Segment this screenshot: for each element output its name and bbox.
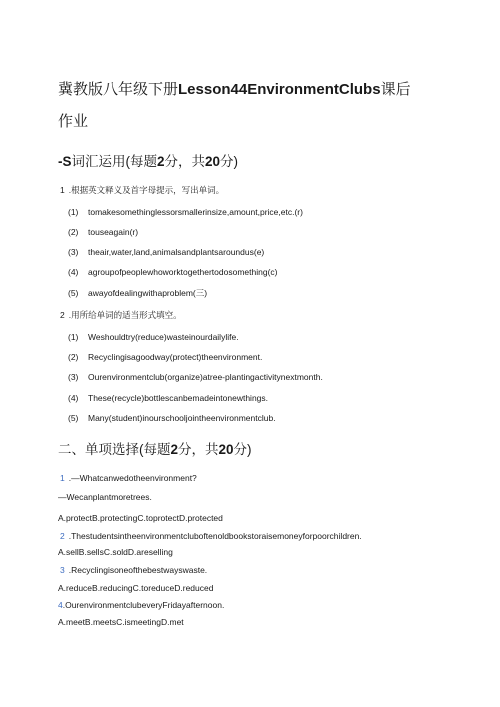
- item-number: (2): [68, 352, 79, 362]
- item-text: Ourenvironmentclub(organize)atree-plantingactivitynextmonth.: [88, 372, 323, 382]
- item-number: (3): [68, 247, 79, 257]
- section-points-each: 2: [170, 442, 179, 457]
- question-number: 4: [58, 600, 63, 610]
- section-end: 分): [220, 154, 239, 169]
- item-text: touseagain(r): [88, 227, 139, 237]
- document-title: [58, 81, 411, 99]
- section-points-each: 2: [157, 154, 165, 169]
- item-number: (2): [68, 227, 79, 237]
- question-stem: [60, 473, 197, 483]
- question-options: A.protectB.protectingC.toprotectD.protected: [58, 513, 223, 523]
- item-number: (4): [68, 393, 79, 403]
- title-lesson: Lesson44EnvironmentClubs: [178, 81, 381, 98]
- question-stem: [58, 600, 224, 610]
- question-number: 2: [60, 531, 65, 541]
- item-text: awayofdealingwithaproblem(三): [88, 288, 208, 298]
- task-instruction: [60, 185, 224, 195]
- section-name: 单项选择(每题: [85, 442, 171, 457]
- section-end: 分): [233, 442, 252, 457]
- section-points-total: 20: [218, 442, 234, 457]
- question-text: .Recyclingisoneofthebestwayswaste.: [68, 565, 208, 575]
- question-options: A.meetB.meetsC.ismeetingD.met: [58, 617, 184, 627]
- section-name: 词汇运用(每题: [71, 154, 157, 169]
- item-number: (3): [68, 372, 79, 382]
- item-text: These(recycle)bottlescanbemadeintonewthings.: [88, 393, 269, 403]
- task-instruction-text: .根据英文释义及首字母提示，写出单词。: [68, 185, 225, 195]
- item-text: tomakesomethinglessorsmallerinsize,amount,price,etc.(r): [88, 207, 303, 217]
- item-number: (1): [68, 207, 79, 217]
- exercise-item: [68, 413, 276, 423]
- section-label: 二、: [58, 442, 85, 457]
- question-stem: [60, 565, 207, 575]
- item-number: (1): [68, 332, 79, 342]
- item-text: agroupofpeoplewhoworktogethertodosomething(c): [88, 267, 278, 277]
- exercise-item: [68, 288, 208, 298]
- item-number: (4): [68, 267, 79, 277]
- question-number: 3: [60, 565, 65, 575]
- item-number: (5): [68, 288, 79, 298]
- exercise-item: [68, 227, 139, 237]
- section-points-total: 20: [205, 154, 221, 169]
- title-suffix: 课后: [380, 81, 411, 98]
- task-number: 2: [60, 310, 65, 320]
- section-label: -S: [58, 154, 72, 169]
- section-mid: 分，共: [178, 442, 219, 457]
- item-text: Many(student)inourschooljointheenvironmentclub.: [88, 413, 276, 423]
- question-text: .Thestudentsintheenvironmentcluboftenoldbookstoraisemoneyforpoorchildren.: [68, 531, 362, 541]
- question-text: .OurenvironmentclubeveryFridayafternoon.: [62, 600, 225, 610]
- section-heading-vocabulary: [58, 154, 238, 170]
- item-number: (5): [68, 413, 79, 423]
- section-mid: 分，共: [164, 154, 206, 169]
- exercise-item: [68, 247, 265, 257]
- item-text: Weshouldtry(reduce)wasteinourdailylife.: [88, 332, 239, 342]
- exercise-item: [68, 352, 263, 362]
- exercise-item: [68, 207, 303, 217]
- exercise-item: [68, 393, 269, 403]
- document-title-line2: 作业: [58, 113, 89, 130]
- task-instruction: [60, 310, 182, 320]
- task-instruction-text: .用所给单词的适当形式填空。: [68, 310, 182, 320]
- item-text: Recyclingisagoodway(protect)theenvironment.: [88, 352, 263, 362]
- exercise-item: [68, 267, 278, 277]
- question-stem: [60, 531, 362, 541]
- section-heading-multiple-choice: [58, 442, 252, 458]
- question-reply: —Wecanplantmoretrees.: [58, 492, 152, 502]
- exercise-item: [68, 332, 239, 342]
- item-text: theair,water,land,animalsandplantsaroundus(e): [88, 247, 265, 257]
- title-prefix: 冀教版八年级下册: [58, 81, 179, 98]
- question-options: A.sellB.sellsC.soldD.areselling: [58, 547, 173, 557]
- question-options: A.reduceB.reducingC.toreduceD.reduced: [58, 583, 214, 593]
- exercise-item: [68, 372, 323, 382]
- question-number: 1: [60, 473, 65, 483]
- question-text: .—Whatcanwedotheenvironment?: [68, 473, 197, 483]
- task-number: 1: [60, 185, 65, 195]
